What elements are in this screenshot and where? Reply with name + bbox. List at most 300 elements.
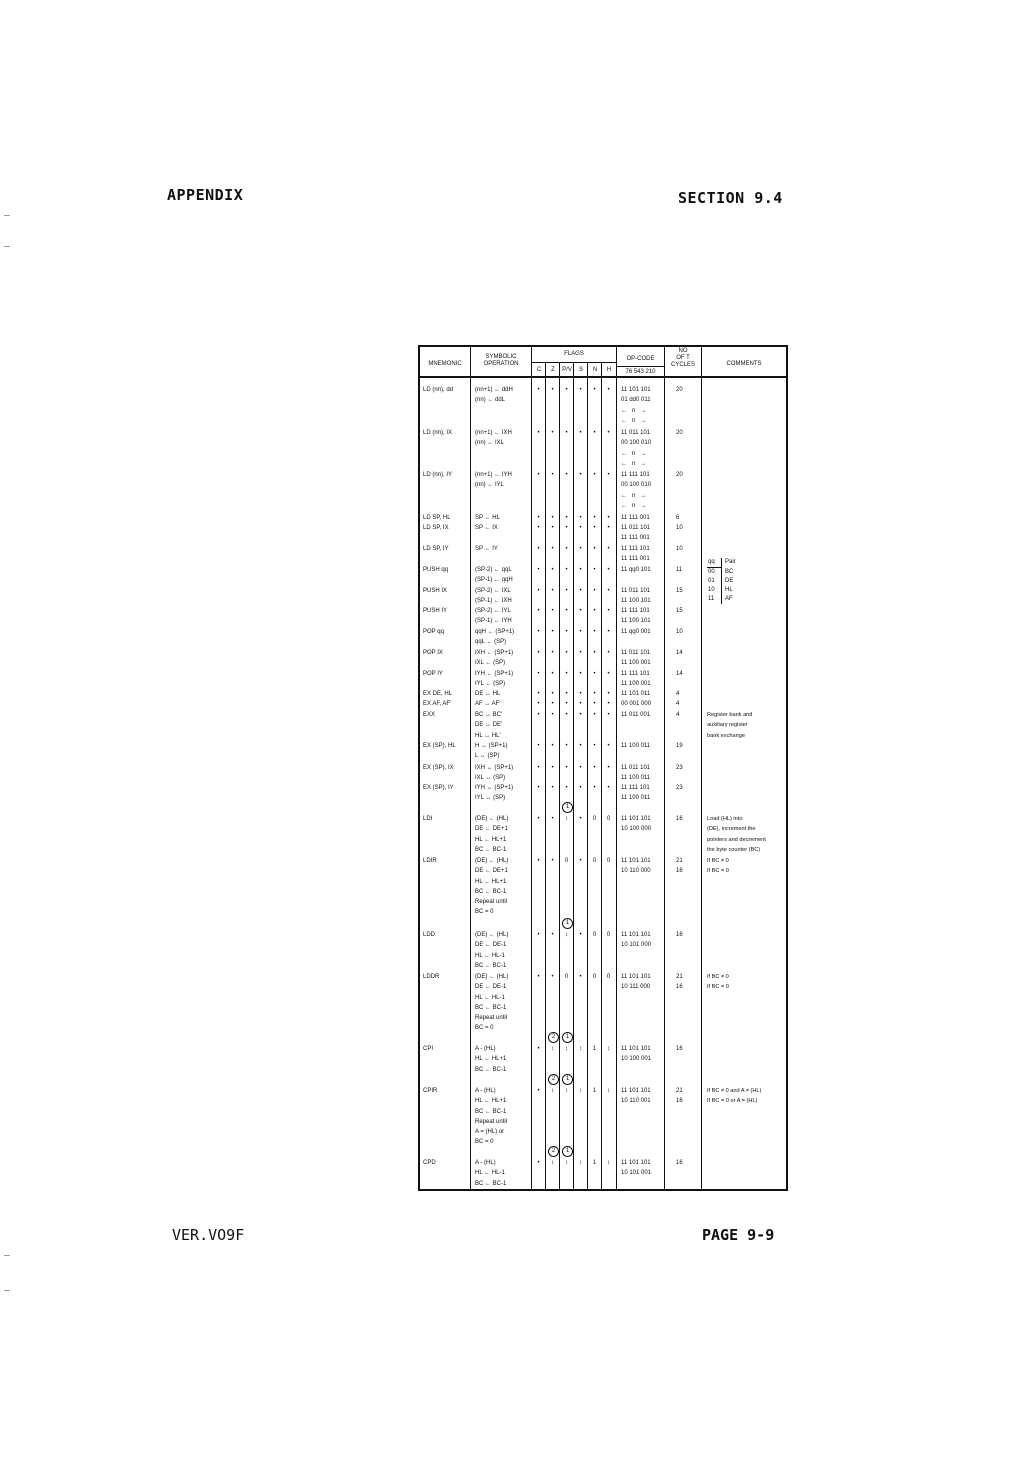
flag-value: • <box>579 712 582 718</box>
flag-value: • <box>593 629 596 635</box>
cycles-cell: 10 <box>676 546 683 552</box>
opcode-cell: 11 101 101 10 101 001 <box>621 1160 652 1177</box>
cycles-cell: 6 <box>676 515 680 521</box>
flag-value: • <box>607 515 610 521</box>
flag-value: 0 <box>592 932 597 938</box>
flag-value: • <box>565 765 568 771</box>
cycles-cell: 4 <box>676 701 680 707</box>
flag-name: C <box>536 367 542 373</box>
opcode-cell: 11 011 101 00 100 010 ← n → ← n → <box>621 430 652 467</box>
flag-value: • <box>537 974 540 980</box>
opcode-cell: 11 qq0 101 <box>621 567 651 573</box>
symbolic-operation-cell: H ↔ (SP+1) L ↔ (SP) <box>475 743 508 760</box>
scan-mark <box>4 1255 10 1256</box>
mnemonic-cell: EXX <box>423 712 436 718</box>
cycles-cell: 14 <box>676 650 683 656</box>
symbolic-operation-cell: (nn+1) ← IXH (nn) ← IXL <box>475 430 512 447</box>
flag-value: • <box>607 671 610 677</box>
symbolic-operation-cell: (SP-2) ← IYL (SP-1) ← IYH <box>475 608 512 625</box>
flag-value: • <box>593 608 596 614</box>
flag-value: 0 <box>564 858 569 864</box>
opcode-cell: 11 111 001 <box>621 515 650 521</box>
cycles-cell: 16 <box>676 1046 683 1052</box>
mnemonic-cell: EX (SP), IX <box>423 765 454 771</box>
flag-value: • <box>537 472 540 478</box>
flag-value: • <box>593 743 596 749</box>
flag-value: • <box>537 1088 540 1094</box>
opcode-cell: 11 111 101 11 100 001 <box>621 671 651 688</box>
opcode-cell: 11 101 101 10 100 001 <box>621 1046 652 1063</box>
flag-value: • <box>579 567 582 573</box>
flag-value: • <box>607 608 610 614</box>
symbolic-operation-cell: A - (HL) HL ← HL+1 BC ← BC-1 <box>475 1046 507 1073</box>
flag-value: • <box>607 567 610 573</box>
flag-value: • <box>551 974 554 980</box>
mnemonic-cell: LDD <box>423 932 436 938</box>
symbolic-operation-cell: A - (HL) HL ← HL+1 BC ← BC-1 Repeat until A = (HL) or BC = 0 <box>475 1088 508 1146</box>
mnemonic-cell: CPI <box>423 1046 434 1052</box>
flag-value: • <box>537 387 540 393</box>
flag-value: • <box>593 430 596 436</box>
mnemonic-cell: LDI <box>423 816 433 822</box>
flag-value: • <box>565 515 568 521</box>
qq-table-row <box>707 586 736 595</box>
page-header-left: APPENDIX <box>167 186 244 204</box>
flag-value: • <box>551 515 554 521</box>
opcode-cell: 11 101 101 10 100 000 <box>621 816 652 833</box>
flag-value: • <box>537 858 540 864</box>
cycles-cell: 21 16 <box>676 974 683 991</box>
page-footer-left: VER.VO9F <box>172 1226 245 1244</box>
flag-value: • <box>537 525 540 531</box>
footnote-mark: 2 <box>548 1074 559 1085</box>
flag-name: N <box>592 367 598 373</box>
flag-value: • <box>579 816 582 822</box>
flag-value: • <box>607 629 610 635</box>
flag-value: ↕ <box>579 1088 582 1094</box>
mnemonic-cell: POP qq <box>423 629 444 635</box>
mnemonic-cell: LDDR <box>423 974 440 980</box>
flag-value: • <box>607 430 610 436</box>
flag-value: • <box>551 387 554 393</box>
col-divider <box>470 347 471 1189</box>
flag-value: • <box>551 546 554 552</box>
qq-header-code: qq <box>707 558 722 568</box>
flag-value: • <box>607 691 610 697</box>
flag-value: • <box>537 785 540 791</box>
opcode-cell: 11 111 101 11 100 101 <box>621 608 651 625</box>
cycles-cell: 23 <box>676 785 683 791</box>
cycles-cell: 21 16 <box>676 1088 683 1105</box>
flag-value: • <box>537 691 540 697</box>
mnemonic-cell: PUSH IX <box>423 588 448 594</box>
qq-code: 10 <box>707 586 722 595</box>
flag-value: • <box>537 712 540 718</box>
comment-cell: If BC ≠ 0 If BC = 0 <box>707 858 729 875</box>
flag-value: • <box>551 567 554 573</box>
flag-value: • <box>607 650 610 656</box>
opcode-cell: 11 100 011 <box>621 743 651 749</box>
flag-value: • <box>537 1160 540 1166</box>
mnemonic-cell: CPIR <box>423 1088 438 1094</box>
mnemonic-cell: LD (nn), IY <box>423 472 453 478</box>
cycles-cell: 16 <box>676 1160 683 1166</box>
header-comments: COMMENTS <box>726 361 762 367</box>
qq-pair: AF <box>725 596 733 602</box>
flag-value: • <box>579 974 582 980</box>
flag-value: • <box>537 567 540 573</box>
footnote-mark: 1 <box>562 1146 573 1157</box>
flag-value: • <box>579 588 582 594</box>
flag-value: • <box>607 387 610 393</box>
flag-value: • <box>565 430 568 436</box>
flag-value: • <box>551 671 554 677</box>
flag-value: • <box>551 472 554 478</box>
symbolic-operation-cell: SP ← HL <box>475 515 500 521</box>
opcode-cell: 11 111 101 11 111 001 <box>621 546 650 563</box>
qq-table-row <box>707 568 736 577</box>
flag-value: 0 <box>592 816 597 822</box>
flag-value: • <box>537 629 540 635</box>
flag-divider <box>587 363 588 1189</box>
flag-value: • <box>565 691 568 697</box>
header-mnemonic: MNEMONIC <box>428 361 462 367</box>
mnemonic-cell: POP IX <box>423 650 443 656</box>
flag-value: • <box>537 671 540 677</box>
symbolic-operation-cell: SP ← IY <box>475 546 498 552</box>
mnemonic-cell: LD SP, HL <box>423 515 451 521</box>
header-cycles: NO OF T CYCLES <box>670 348 695 368</box>
flag-value: 0 <box>606 932 611 938</box>
flag-value: • <box>579 858 582 864</box>
cycles-cell: 15 <box>676 608 683 614</box>
flag-value: • <box>565 671 568 677</box>
flag-value: • <box>551 588 554 594</box>
header-flags: FLAGS <box>564 351 584 357</box>
footnote-mark: 2 <box>548 1032 559 1043</box>
flag-value: • <box>551 932 554 938</box>
cycles-cell: 10 <box>676 525 683 531</box>
mnemonic-cell: LDIR <box>423 858 437 864</box>
flag-value: • <box>537 816 540 822</box>
symbolic-operation-cell: (DE) ← (HL) DE ← DE+1 HL ← HL+1 BC ← BC-1 <box>475 816 509 853</box>
flag-value: • <box>607 472 610 478</box>
flag-value: • <box>593 472 596 478</box>
opcode-cell: 11 111 101 11 100 011 <box>621 785 651 802</box>
opcode-header-divider <box>617 366 664 367</box>
opcode-cell: 11 101 101 10 101 000 <box>621 932 652 949</box>
flag-value: ↕ <box>579 1046 582 1052</box>
cycles-cell: 20 <box>676 387 683 393</box>
flag-value: • <box>537 430 540 436</box>
flag-value: • <box>607 712 610 718</box>
mnemonic-cell: LD (nn), IX <box>423 430 453 436</box>
opcode-cell: 11 101 101 01 dd0 011 ← n → ← n → <box>621 387 651 424</box>
flag-value: 1 <box>592 1046 597 1052</box>
flag-value: • <box>565 546 568 552</box>
flag-value: • <box>593 567 596 573</box>
comment-cell: Load (HL) into (DE), increment the pointers and decrement the byte counter (BC) <box>707 816 766 853</box>
opcode-cell: 11 011 101 11 111 001 <box>621 525 651 542</box>
opcode-cell: 11 qq0 001 <box>621 629 651 635</box>
mnemonic-cell: LD SP, IX <box>423 525 449 531</box>
flag-value: • <box>565 785 568 791</box>
scan-mark <box>4 1290 10 1291</box>
flag-value: • <box>579 515 582 521</box>
opcode-cell: 11 101 101 10 111 000 <box>621 974 651 991</box>
flag-value: • <box>607 701 610 707</box>
flag-value: • <box>565 608 568 614</box>
flag-value: • <box>551 629 554 635</box>
comment-cell: Register bank and auxiliary register bank exchange <box>707 712 753 739</box>
mnemonic-cell: POP IY <box>423 671 443 677</box>
flag-value: • <box>537 515 540 521</box>
col-divider <box>616 347 617 1189</box>
opcode-cell: 11 011 101 11 100 101 <box>621 588 651 605</box>
flag-value: 0 <box>592 974 597 980</box>
cycles-cell: 23 <box>676 765 683 771</box>
flag-value: • <box>579 525 582 531</box>
flag-value: ↕ <box>607 1088 610 1094</box>
opcode-cell: 11 101 101 10 110 001 <box>621 1088 651 1105</box>
cycles-cell: 4 <box>676 712 680 718</box>
flag-value: • <box>607 588 610 594</box>
flag-value: • <box>607 546 610 552</box>
mnemonic-cell: CPD <box>423 1160 436 1166</box>
symbolic-operation-cell: IYH ← (SP+1) IYL ← (SP) <box>475 671 514 688</box>
flag-value: • <box>593 765 596 771</box>
flag-value: • <box>593 650 596 656</box>
comment-cell: If BC ≠ 0 and A ≠ (HL) If BC = 0 or A = (HL) <box>707 1088 762 1105</box>
flag-value: • <box>579 472 582 478</box>
qq-table-row <box>707 595 736 604</box>
qq-table-row <box>707 577 736 586</box>
flag-value: • <box>593 785 596 791</box>
flag-value: • <box>593 671 596 677</box>
flag-value: • <box>607 743 610 749</box>
mnemonic-cell: PUSH IY <box>423 608 448 614</box>
flag-value: • <box>537 701 540 707</box>
footnote-mark: 1 <box>562 918 573 929</box>
flag-value: • <box>551 430 554 436</box>
mnemonic-cell: EX (SP), HL <box>423 743 456 749</box>
cycles-cell: 21 16 <box>676 858 683 875</box>
instruction-table <box>418 345 788 1191</box>
flag-name: P/V <box>562 367 572 373</box>
cycles-cell: 14 <box>676 671 683 677</box>
flag-value: • <box>565 701 568 707</box>
symbolic-operation-cell: (nn+1) ← ddH (nn) ← ddL <box>475 387 513 404</box>
footnote-mark: 1 <box>562 802 573 813</box>
footnote-mark: 1 <box>562 1032 573 1043</box>
flag-value: 0 <box>592 858 597 864</box>
scan-mark <box>4 246 10 247</box>
flag-value: • <box>607 765 610 771</box>
flag-value: • <box>565 387 568 393</box>
flag-value: • <box>593 387 596 393</box>
comment-cell: If BC ≠ 0 If BC = 0 <box>707 974 729 991</box>
flag-value: • <box>579 765 582 771</box>
opcode-cell: 11 101 101 10 110 000 <box>621 858 651 875</box>
flag-value: • <box>579 785 582 791</box>
page-footer-right: PAGE 9-9 <box>702 1226 775 1244</box>
symbolic-operation-cell: (DE) ← (HL) DE ← DE-1 HL ← HL-1 BC ← BC-1 Repeat until BC = 0 <box>475 974 509 1032</box>
flag-value: • <box>565 588 568 594</box>
cycles-cell: 19 <box>676 743 683 749</box>
symbolic-operation-cell: (DE) ← (HL) DE ← DE+1 HL ← HL+1 BC ← BC-1 Repeat until BC = 0 <box>475 858 509 916</box>
flag-name: H <box>606 367 612 373</box>
mnemonic-cell: EX (SP), IY <box>423 785 454 791</box>
flag-value: • <box>579 701 582 707</box>
opcode-cell: 00 001 000 <box>621 701 652 707</box>
opcode-cell: 11 101 011 <box>621 691 651 697</box>
flag-value: • <box>537 546 540 552</box>
flag-value: • <box>579 743 582 749</box>
flag-value: • <box>537 588 540 594</box>
flag-value: • <box>565 650 568 656</box>
flag-value: • <box>551 765 554 771</box>
flag-divider <box>545 363 546 1189</box>
symbolic-operation-cell: (nn+1) ← IYH (nn) ← IYL <box>475 472 512 489</box>
flag-value: • <box>565 525 568 531</box>
mnemonic-cell: LD (nn), dd <box>423 387 454 393</box>
flag-value: • <box>579 629 582 635</box>
flag-name: Z <box>551 367 555 373</box>
symbolic-operation-cell: (SP-2) ← qqL (SP-1) ← qqH <box>475 567 513 584</box>
flag-name: S <box>578 367 583 373</box>
flag-divider <box>573 363 574 1189</box>
flag-value: • <box>579 546 582 552</box>
flag-value: • <box>565 629 568 635</box>
flag-value: • <box>593 588 596 594</box>
flag-value: • <box>579 430 582 436</box>
cycles-cell: 16 <box>676 816 683 822</box>
footnote-mark: 2 <box>548 1146 559 1157</box>
header-rule <box>420 376 786 378</box>
qq-code: 00 <box>707 568 722 577</box>
flag-value: • <box>607 525 610 531</box>
qq-table-header <box>707 558 736 568</box>
flag-value: • <box>607 785 610 791</box>
mnemonic-cell: LD SP, IY <box>423 546 449 552</box>
flag-value: • <box>551 650 554 656</box>
flag-value: • <box>565 472 568 478</box>
flag-value: • <box>537 1046 540 1052</box>
col-divider <box>701 347 702 1189</box>
flag-value: • <box>537 932 540 938</box>
symbolic-operation-cell: A - (HL) HL ← HL-1 BC ← BC-1 <box>475 1160 507 1187</box>
flag-value: • <box>593 712 596 718</box>
flag-value: ↕ <box>565 932 568 938</box>
flag-divider <box>559 363 560 1189</box>
opcode-cell: 11 011 101 11 100 011 <box>621 765 651 782</box>
flag-value: • <box>565 567 568 573</box>
symbolic-operation-cell: (SP-2) ← IXL (SP-1) ← IXH <box>475 588 512 605</box>
symbolic-operation-cell: IXH ← (SP+1) IXL ← (SP) <box>475 650 514 667</box>
flag-value: • <box>551 608 554 614</box>
symbolic-operation-cell: SP ← IX <box>475 525 498 531</box>
symbolic-operation-cell: IYH ↔ (SP+1) IYL ↔ (SP) <box>475 785 514 802</box>
mnemonic-cell: PUSH qq <box>423 567 449 573</box>
opcode-cell: 11 011 001 <box>621 712 651 718</box>
flag-value: • <box>551 858 554 864</box>
col-divider <box>664 347 665 1189</box>
flag-value: • <box>565 712 568 718</box>
flag-value: ↕ <box>565 1088 568 1094</box>
scan-mark <box>4 215 10 216</box>
footnote-mark: 1 <box>562 1074 573 1085</box>
flag-value: • <box>593 515 596 521</box>
symbolic-operation-cell: IXH ↔ (SP+1) IXL ↔ (SP) <box>475 765 514 782</box>
symbolic-operation-cell: AF ↔ AF' <box>475 701 501 707</box>
qq-code: 01 <box>707 577 722 586</box>
flag-value: • <box>537 650 540 656</box>
flag-value: 0 <box>606 816 611 822</box>
header-opcode-bits: 76 543 210 <box>625 369 656 375</box>
flag-value: ↕ <box>565 1046 568 1052</box>
flag-value: ↕ <box>565 816 568 822</box>
col-divider <box>531 347 532 1189</box>
cycles-cell: 20 <box>676 430 683 436</box>
qq-pair: HL <box>725 587 733 593</box>
flag-value: 1 <box>592 1088 597 1094</box>
flag-value: • <box>579 650 582 656</box>
qq-pair: BC <box>725 569 734 575</box>
page-header-right: SECTION 9.4 <box>678 189 783 207</box>
flag-value: • <box>565 743 568 749</box>
cycles-cell: 10 <box>676 629 683 635</box>
flag-value: 0 <box>564 974 569 980</box>
flag-value: • <box>593 546 596 552</box>
opcode-cell: 11 111 101 00 100 010 ← n → ← n → <box>621 472 652 509</box>
mnemonic-cell: EX DE, HL <box>423 691 453 697</box>
opcode-cell: 11 011 101 11 100 001 <box>621 650 651 667</box>
flag-value: • <box>537 608 540 614</box>
flag-value: 0 <box>606 858 611 864</box>
flag-value: ↕ <box>551 1160 554 1166</box>
cycles-cell: 4 <box>676 691 680 697</box>
symbolic-operation-cell: qqH ← (SP+1) qqL ← (SP) <box>475 629 515 646</box>
symbolic-operation-cell: DE ↔ HL <box>475 691 501 697</box>
cycles-cell: 11 <box>676 567 683 573</box>
flag-value: ↕ <box>565 1160 568 1166</box>
qq-code: 11 <box>707 595 722 604</box>
flag-value: 1 <box>592 1160 597 1166</box>
flag-value: ↕ <box>551 1088 554 1094</box>
flag-value: • <box>551 785 554 791</box>
flag-value: • <box>579 671 582 677</box>
flag-divider <box>601 363 602 1189</box>
header-symbolic: SYMBOLIC OPERATION <box>483 354 519 367</box>
flag-value: • <box>579 691 582 697</box>
flag-value: • <box>551 691 554 697</box>
flag-value: • <box>579 387 582 393</box>
qq-pair: DE <box>725 578 734 584</box>
flag-value: • <box>593 691 596 697</box>
qq-pair-table <box>707 558 736 604</box>
header-opcode: OP-CODE <box>626 356 655 362</box>
flag-value: ↕ <box>607 1046 610 1052</box>
flag-value: ↕ <box>579 1160 582 1166</box>
flag-value: • <box>551 525 554 531</box>
flag-value: • <box>593 701 596 707</box>
flag-value: 0 <box>606 974 611 980</box>
qq-header-pair: Pair <box>725 559 736 565</box>
flag-value: • <box>551 712 554 718</box>
flag-value: • <box>537 743 540 749</box>
flag-value: • <box>551 816 554 822</box>
flag-value: • <box>551 701 554 707</box>
